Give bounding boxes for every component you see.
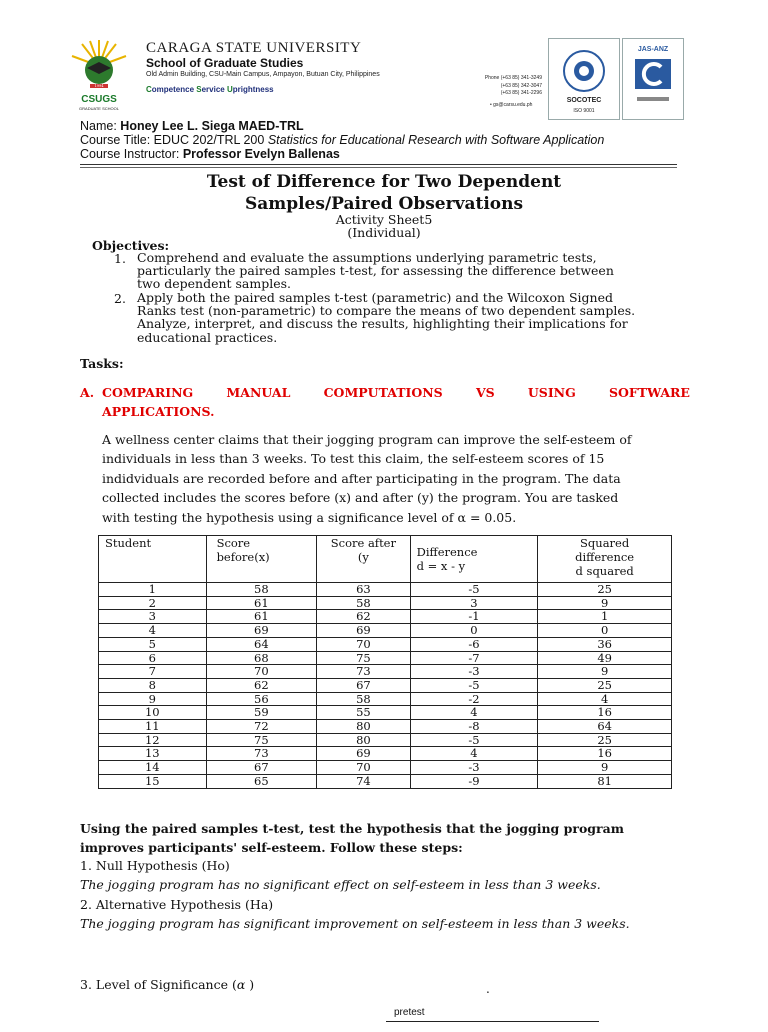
table-row: 7 70 73 -3 9: [99, 665, 672, 679]
table-row: 11 72 80 -8 64: [99, 720, 672, 734]
school-name: School of Graduate Studies: [146, 56, 304, 70]
table-row: 2 61 58 3 9: [99, 596, 672, 610]
header-divider-thin: [80, 167, 677, 168]
objectives-heading: Objectives:: [92, 238, 170, 253]
socotec-certification-badge: [548, 38, 620, 120]
svg-text:JAS-ANZ: JAS-ANZ: [637, 46, 669, 53]
activity-sheet-label: Activity Sheet5: [335, 212, 433, 227]
table-row: 6 68 75 -7 49: [99, 651, 672, 665]
null-hypothesis-text: The jogging program has no significant effect on self-esteem in less than 3 weeks.: [80, 877, 601, 892]
steps-intro: Using the paired samples t-test, test the hypothesis that the jogging program improves participants' self-esteem. Follow these steps:: [80, 821, 624, 856]
objective-2: Apply both the paired samples t-test (parametric) and the Wilcoxon Signed Ranks test (non-parametric) to compare the means of two dependent samples. Analyze, interpret, and discuss the results, highlighting their implications for educational practices.: [137, 290, 636, 345]
step-3-heading: 3. Level of Significance (α ): [80, 977, 255, 992]
table-header-row: [99, 536, 672, 583]
svg-text:1994: 1994: [94, 84, 104, 88]
university-logo: [68, 36, 130, 118]
column-header-squared-difference: Squared difference d squared: [538, 536, 672, 583]
university-motto: Competence Service Uprightness: [146, 85, 274, 94]
column-header-score-after: Score after (y: [317, 536, 410, 583]
header-divider: [80, 164, 677, 165]
table-row: 5 64 70 -6 36: [99, 637, 672, 651]
table-row: 1 58 63 -5 25: [99, 583, 672, 597]
svg-text:GRADUATE SCHOOL: GRADUATE SCHOOL: [79, 106, 119, 111]
table-row: 9 56 58 -2 4: [99, 692, 672, 706]
objective-number-1: 1.: [114, 251, 126, 266]
tasks-heading: Tasks:: [80, 356, 124, 371]
course-title-line: Course Title: EDUC 202/TRL 200 Statistics for Educational Research with Software Application: [80, 133, 605, 147]
objective-number-2: 2.: [114, 291, 126, 306]
document-title-line2: Samples/Paired Observations: [244, 194, 524, 214]
contact-phones: Phone (+63 85) 341-3249 (+63 85) 342-3047 (+63 85) 341-2296: [484, 75, 542, 96]
activity-mode-label: (Individual): [347, 225, 421, 240]
table-row: 14 67 70 -3 9: [99, 761, 672, 775]
table-row: 4 69 69 0 0: [99, 624, 672, 638]
table-row: 3 61 62 -1 1: [99, 610, 672, 624]
table-row: 12 75 80 -5 25: [99, 733, 672, 747]
contact-email: • gs@carsu.edu.ph: [490, 102, 533, 108]
university-name: CARAGA STATE UNIVERSITY: [146, 40, 362, 56]
table-body: [99, 583, 672, 789]
task-a-label: A.: [80, 385, 95, 400]
table-row: 10 59 55 4 16: [99, 706, 672, 720]
objective-1: Comprehend and evaluate the assumptions underlying parametric tests, particularly the paired samples t-test, for assessing the difference between two dependent samples.: [137, 250, 614, 292]
stray-dot: .: [486, 982, 490, 996]
alternative-hypothesis-text: The jogging program has significant improvement on self-esteem in less than 3 weeks.: [80, 916, 630, 931]
svg-text:CSUGS: CSUGS: [81, 94, 117, 105]
table-row: 15 65 74 -9 81: [99, 774, 672, 788]
document-title-line1: Test of Difference for Two Dependent: [206, 172, 562, 192]
pretest-table-edge: [386, 1021, 599, 1032]
problem-paragraph: A wellness center claims that their jogging program can improve the self-esteem of individuals in less than 3 weeks. To test this claim, the self-esteem scores of 15 indidviduals are recorded before and after participating in the program. The data collected includes the scores before (x) and after (y) the program. You are tasked with testing the hypothesis using a significance level of α = 0.05.: [102, 432, 632, 525]
student-name-line: Name: Honey Lee L. Siega MAED-TRL: [80, 119, 304, 133]
pretest-label: pretest: [394, 1007, 425, 1018]
table-row: 13 73 69 4 16: [99, 747, 672, 761]
task-a-heading: COMPARING MANUAL COMPUTATIONS VS USING SOFTWARE: [102, 385, 690, 400]
svg-text:ISO 9001: ISO 9001: [573, 108, 595, 114]
column-header-difference: Difference d = x - y: [410, 536, 538, 583]
svg-text:SOCOTEC: SOCOTEC: [566, 97, 602, 104]
task-a-heading-line2: APPLICATIONS.: [102, 404, 215, 419]
scores-table: [98, 535, 672, 789]
column-header-score-before: Score before(x): [206, 536, 317, 583]
table-row: 8 62 67 -5 25: [99, 678, 672, 692]
step-2-heading: 2. Alternative Hypothesis (Ha): [80, 897, 274, 912]
course-instructor-line: Course Instructor: Professor Evelyn Ballenas: [80, 147, 340, 161]
jas-anz-accreditation-badge: [622, 38, 684, 120]
step-1-heading: 1. Null Hypothesis (Ho): [80, 858, 230, 873]
column-header-student: Student: [99, 536, 207, 583]
school-address: Old Admin Building, CSU-Main Campus, Ampayon, Butuan City, Philippines: [146, 71, 380, 78]
